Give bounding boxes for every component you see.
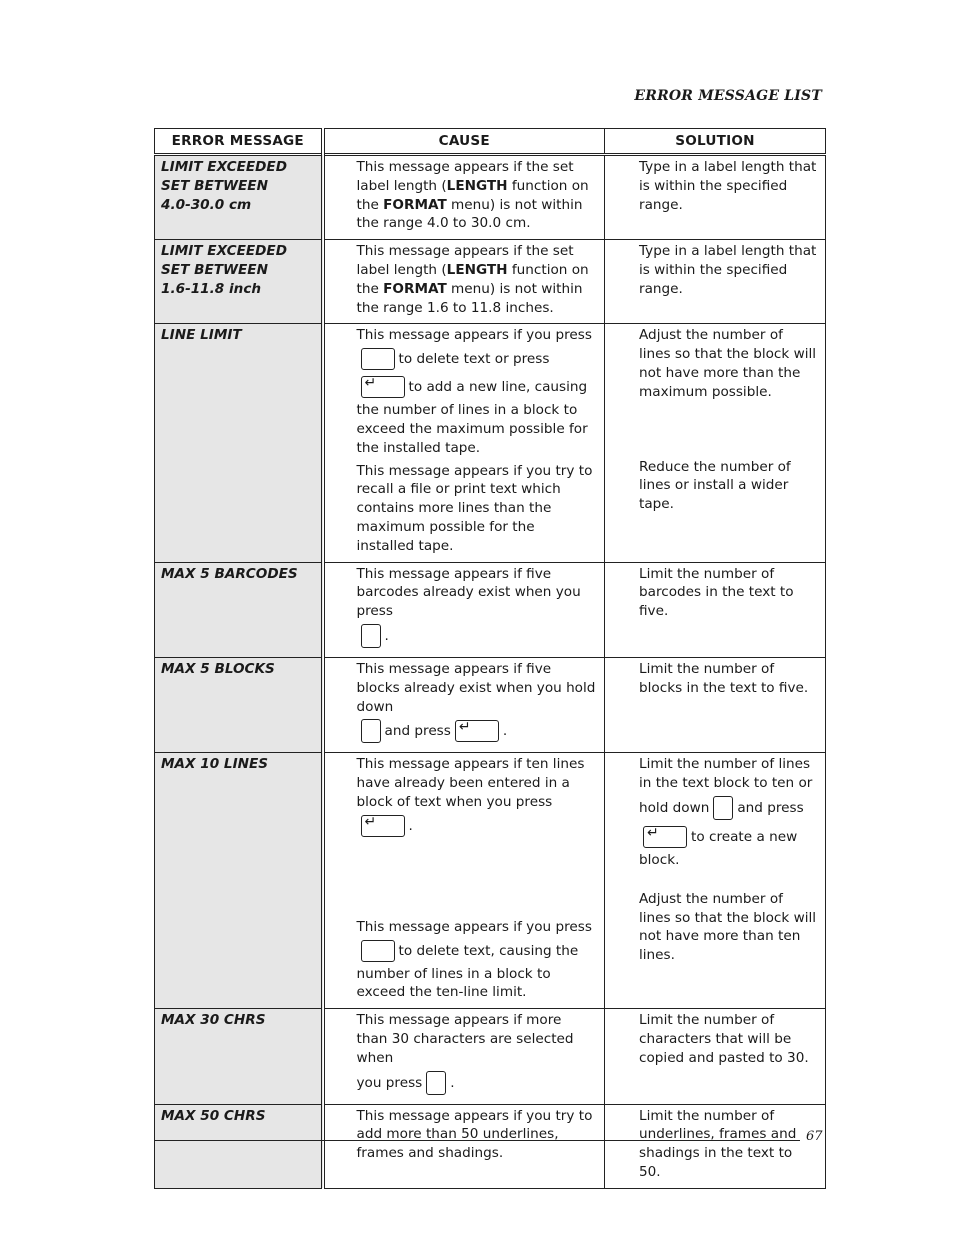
error-message-cell xyxy=(155,657,323,752)
blank-key-icon xyxy=(361,719,381,743)
page-number: 67 xyxy=(806,1129,823,1144)
solution-text: block. xyxy=(639,851,680,868)
cause-bold-term: FORMAT xyxy=(383,196,447,213)
cause-text: you press xyxy=(356,1074,423,1091)
return-key-icon: ↵ xyxy=(361,376,405,398)
section-title: ERROR MESSAGE LIST xyxy=(634,88,822,104)
solution-text: Limit the number of lines in the text block to ten or xyxy=(639,756,813,792)
error-message-cell xyxy=(155,562,323,657)
cause-cell xyxy=(323,1009,605,1104)
table-row xyxy=(155,240,826,324)
solution-text: Limit the number of blocks in the text to five. xyxy=(639,660,809,696)
error-message-line: LIMIT EXCEEDED xyxy=(161,243,287,260)
solution-text: Limit the number of characters that will be copied and pasted to 30. xyxy=(639,1012,809,1066)
cause-cell xyxy=(323,324,605,562)
blank-key-icon xyxy=(361,624,381,648)
cause-cell xyxy=(323,753,605,1009)
cause-text: . xyxy=(384,627,389,644)
solution-cell xyxy=(605,657,826,752)
cause-text: This message appears if five blocks already exist when you hold down xyxy=(356,660,596,715)
error-message-line: MAX 5 BARCODES xyxy=(161,565,298,582)
cause-text: number of lines in a block to exceed the ten-line limit. xyxy=(356,965,551,1001)
error-message-line: MAX 5 BLOCKS xyxy=(161,660,275,677)
cause-text: This message appears if you press xyxy=(356,918,592,935)
solution-cell xyxy=(605,1104,826,1188)
cause-text: This message appears if you try to recall a file or print text which contains more lines than the maximum possible for the installed tape. xyxy=(356,462,593,554)
cause-text: This message appears if the set label length ( xyxy=(356,243,574,278)
cause-text: to add a new line, causing xyxy=(408,379,588,396)
table-row xyxy=(155,1009,826,1104)
error-message-line: LIMIT EXCEEDED xyxy=(161,159,287,175)
header-error-message: ERROR MESSAGE xyxy=(155,129,323,155)
cause-text: menu) is not within the range 4.0 to 30.0 cm. xyxy=(356,196,583,232)
solution-text: hold down xyxy=(639,799,710,816)
cause-text: menu) is not within the range 1.6 to 11.8 inches. xyxy=(356,280,583,316)
solution-text: Adjust the number of lines so that the block will not have more than ten lines. xyxy=(639,890,817,964)
cause-text: . xyxy=(450,1074,455,1091)
solution-cell xyxy=(605,324,826,562)
error-message-line: 1.6-11.8 inch xyxy=(161,280,262,297)
table-row xyxy=(155,562,826,657)
footer-rule xyxy=(154,1140,800,1141)
solution-text: Reduce the number of lines or install a wider tape. xyxy=(639,458,791,513)
error-message-line: MAX 10 LINES xyxy=(161,756,269,773)
cause-text: This message appears if five barcodes already exist when you press xyxy=(356,565,581,620)
header-solution: SOLUTION xyxy=(605,129,826,155)
solution-cell xyxy=(605,240,826,324)
cause-cell xyxy=(323,562,605,657)
cause-text: to delete text or press xyxy=(398,351,550,368)
error-message-table xyxy=(154,128,826,1189)
solution-cell xyxy=(605,562,826,657)
solution-cell xyxy=(605,1009,826,1104)
solution-text: and press xyxy=(737,799,804,816)
cause-cell xyxy=(323,1104,605,1188)
solution-cell xyxy=(605,155,826,240)
cause-bold-term: FORMAT xyxy=(383,280,447,297)
blank-key-icon xyxy=(361,348,395,370)
error-message-cell xyxy=(155,324,323,562)
table-row xyxy=(155,324,826,562)
error-message-cell xyxy=(155,1009,323,1104)
cause-text: . xyxy=(502,723,508,740)
error-message-line: SET BETWEEN xyxy=(161,177,268,194)
error-message-line: MAX 30 CHRS xyxy=(161,1012,266,1029)
cause-cell xyxy=(323,155,605,240)
cause-text: This message appears if you try to add more than 50 underlines, frames and shadings. xyxy=(356,1107,593,1162)
table-row xyxy=(155,753,826,1009)
cause-cell xyxy=(323,657,605,752)
table-row xyxy=(155,155,826,240)
solution-text: Limit the number of barcodes in the text to five. xyxy=(639,565,794,620)
cause-text: This message appears if you press xyxy=(356,327,592,344)
error-message-line: SET BETWEEN xyxy=(161,261,268,278)
cause-text: to delete text, causing the xyxy=(398,942,579,959)
return-key-icon: ↵ xyxy=(361,815,405,837)
cause-text: function on the xyxy=(356,261,589,297)
error-message-cell xyxy=(155,1104,323,1188)
error-message-line: MAX 50 CHRS xyxy=(161,1107,266,1124)
cause-bold-term: LENGTH xyxy=(446,261,508,278)
solution-text: Limit the number of underlines, frames and shadings in the text to 50. xyxy=(639,1107,797,1180)
cause-text: This message appears if more than 30 characters are selected when xyxy=(356,1012,574,1066)
solution-text: Adjust the number of lines so that the block will not have more than the maximum possible. xyxy=(639,327,817,400)
cause-text: the number of lines in a block to exceed the maximum possible for the installed tape. xyxy=(356,402,588,456)
blank-key-icon xyxy=(713,796,733,820)
cause-text: This message appears if ten lines have already been entered in a block of text when you press xyxy=(356,756,585,810)
cause-text: This message appears if the set label length ( xyxy=(356,159,574,194)
error-message-cell xyxy=(155,240,323,324)
error-message-line: LINE LIMIT xyxy=(161,327,242,344)
error-message-cell xyxy=(155,753,323,1009)
blank-key-icon xyxy=(361,940,395,962)
header-cause: CAUSE xyxy=(323,129,605,155)
blank-key-icon xyxy=(426,1071,446,1095)
error-message-line: 4.0-30.0 cm xyxy=(161,196,252,213)
table-row xyxy=(155,657,826,752)
table-row xyxy=(155,1104,826,1188)
table-header-row xyxy=(155,129,826,155)
cause-bold-term: LENGTH xyxy=(446,177,508,194)
error-message-cell xyxy=(155,155,323,240)
solution-text: to create a new xyxy=(691,828,798,845)
solution-cell xyxy=(605,753,826,1009)
solution-text: Type in a label length that is within the specified range. xyxy=(639,243,817,297)
cause-cell xyxy=(323,240,605,324)
cause-text: function on the xyxy=(356,177,589,213)
return-key-icon: ↵ xyxy=(455,720,499,742)
cause-text: . xyxy=(408,817,413,834)
solution-text: Type in a label length that is within the specified range. xyxy=(639,159,817,213)
return-key-icon: ↵ xyxy=(643,826,687,848)
cause-text: and press xyxy=(384,723,451,740)
